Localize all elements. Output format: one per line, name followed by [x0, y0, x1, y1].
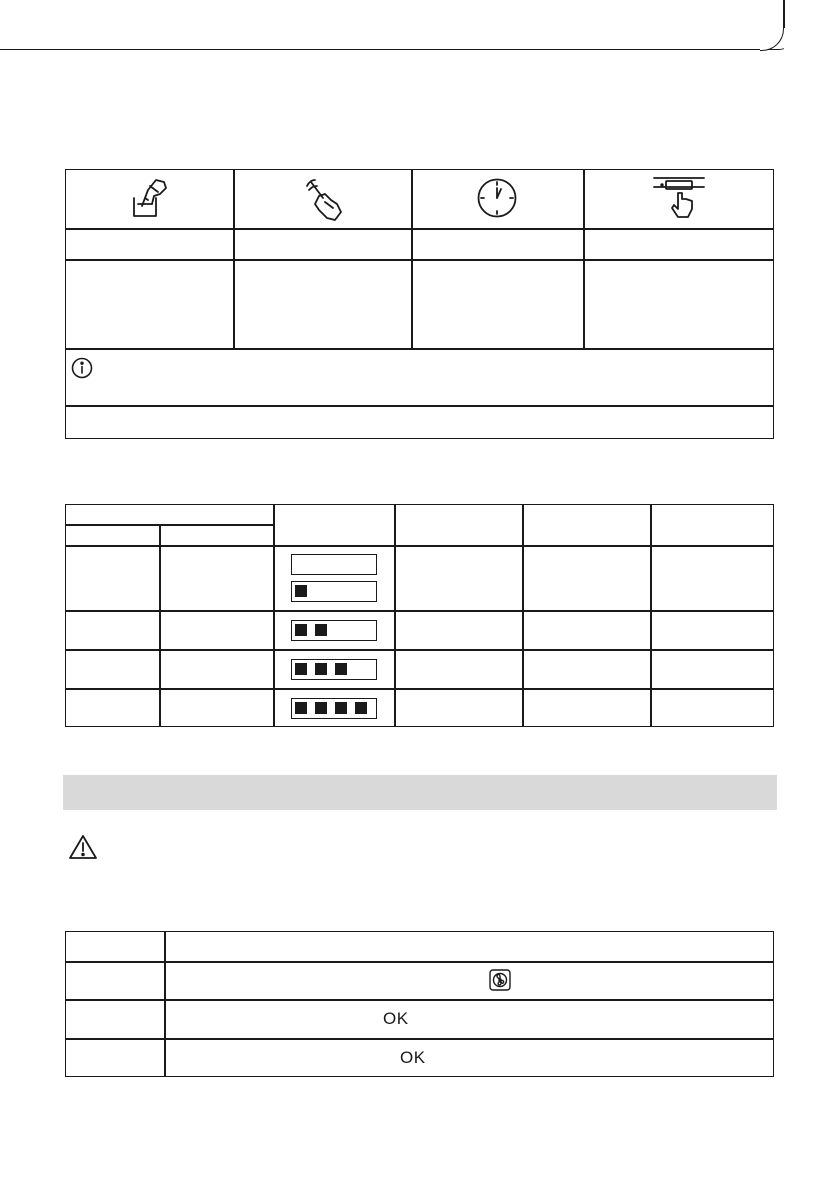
info-icon: [71, 357, 93, 379]
ok-button-symbol: OK: [400, 1048, 426, 1067]
level-indicator-bar: [291, 620, 377, 641]
warning-triangle-icon: [68, 834, 98, 860]
level-segment: [295, 663, 307, 675]
level-segment: [295, 702, 307, 714]
level-segment: [355, 702, 367, 714]
page-top-rule: [0, 0, 784, 50]
section-heading-band: [63, 775, 777, 810]
level-indicator-bar: [291, 554, 377, 575]
hand-swipe-icon: [303, 176, 347, 222]
hand-press-display-icon: [652, 175, 706, 219]
level-segment: [315, 702, 327, 714]
level-segment: [315, 663, 327, 675]
clock-icon: [476, 177, 518, 219]
page-corner-mark: [783, 0, 785, 28]
level-segment: [295, 624, 307, 636]
level-indicator-bar: [291, 659, 377, 680]
level-table: [65, 504, 774, 727]
level-indicator-bar: [291, 698, 377, 719]
level-segment: [295, 585, 307, 597]
level-segment: [335, 702, 347, 714]
fan-button-icon: [489, 969, 511, 991]
level-segment: [315, 624, 327, 636]
level-indicator-bar: [291, 581, 377, 602]
ok-button-symbol: OK: [383, 1009, 409, 1028]
hand-washing-icon: [130, 176, 170, 220]
level-segment: [335, 663, 347, 675]
